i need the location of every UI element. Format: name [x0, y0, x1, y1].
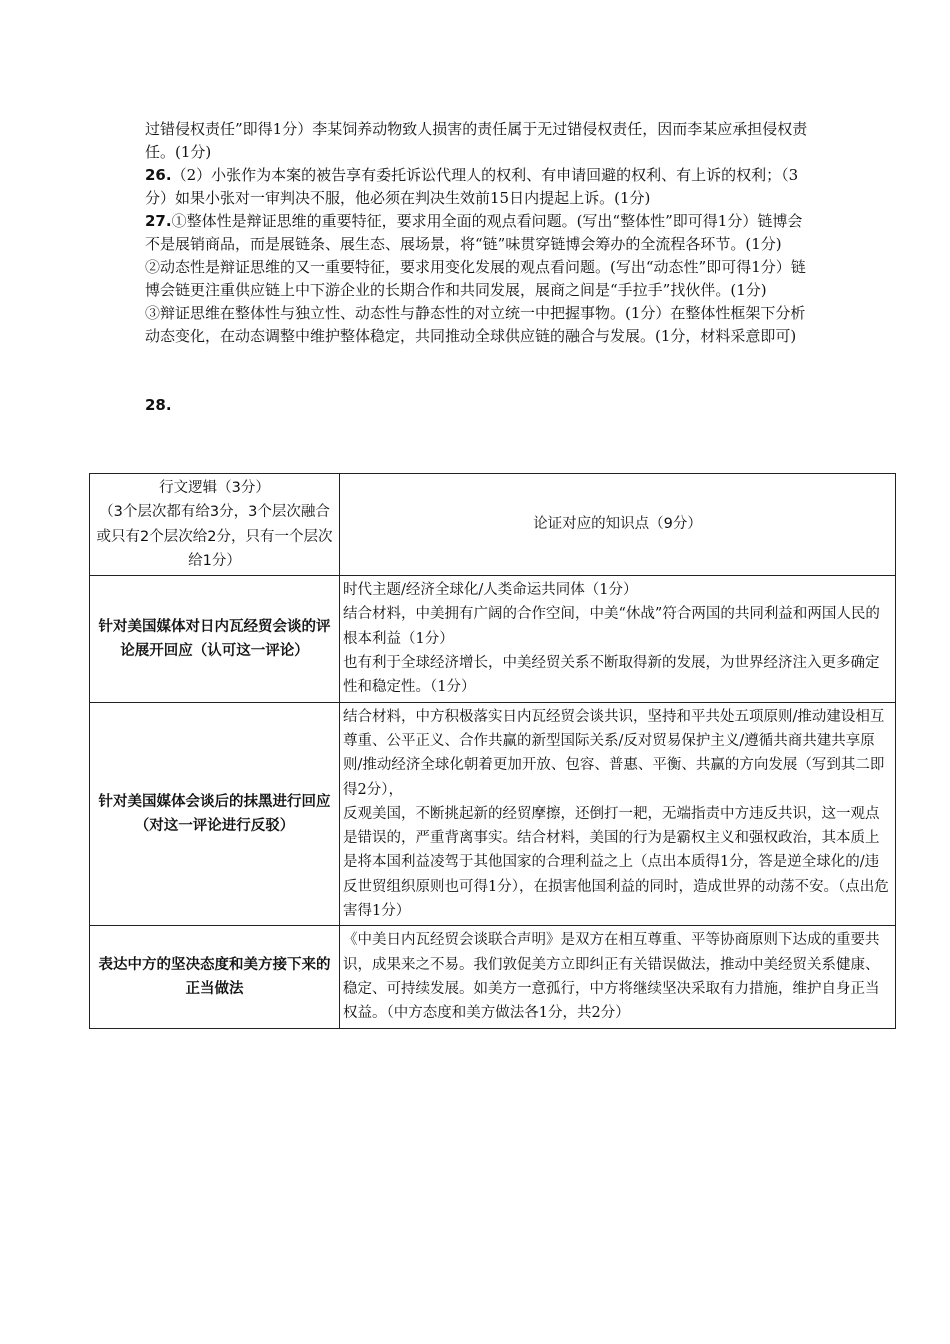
header-note: （3个层次都有给3分，3个层次融合或只有2个层次给2分，只有一个层次给1分）	[96, 504, 333, 569]
row-logic-cell: 针对美国媒体会谈后的抹黑进行回应（对这一评论进行反驳）	[90, 702, 340, 926]
row-logic-cell: 针对美国媒体对日内瓦经贸会谈的评论展开回应（认可这一评论）	[90, 576, 340, 702]
row-knowledge-cell	[340, 702, 896, 926]
header-title: 行文逻辑（3分）	[159, 480, 270, 496]
row-knowledge-cell	[340, 926, 896, 1028]
table-row	[90, 702, 896, 926]
answer-27	[145, 210, 813, 348]
knowledge-point: 反观美国，不断挑起新的经贸摩擦，还倒打一耙，无端指责中方违反共识，这一观点是错误的，严重背离事实。结合材料，美国的行为是霸权主义和强权政治，其本质上是将本国利益凌驾于其他国家的合理利益之上（点出本质得1分，答是逆全球化的/违反世贸组织原则也可得1分），在损害他国利益的同时，造成世界的动荡不安。（点出危害得1分）	[343, 805, 889, 920]
knowledge-point: 《中美日内瓦经贸会谈联合声明》是双方在相互尊重、平等协商原则下达成的重要共识，成果来之不易。我们敦促美方立即纠正有关错误做法，推动中美经贸关系健康、稳定、可持续发展。如美方一意孤行，中方将继续坚决采取有力措施，维护自身正当权益。（中方态度和美方做法各1分，共2分）	[343, 932, 880, 1022]
row-knowledge-cell	[340, 576, 896, 702]
paragraph-text: （2）小张作为本案的被告享有委托诉讼代理人的权利、有申请回避的权利、有上诉的权利；（3分）如果小张对一审判决不服，他必须在判决生效前15日内提起上诉。(1分)	[145, 166, 799, 207]
header-cell-logic	[90, 474, 340, 576]
question-number: 28.	[145, 396, 172, 414]
scoring-table	[89, 473, 896, 1029]
answer-25-continued	[145, 118, 813, 164]
question-number: 26.	[145, 166, 172, 184]
paragraph-text: ③辩证思维在整体性与独立性、动态性与静态性的对立统一中把握事物。(1分）在整体性框架下分析动态变化，在动态调整中维护整体稳定，共同推动全球供应链的融合与发展。(1分，材料采意即可)	[145, 304, 806, 345]
table-row	[90, 576, 896, 702]
knowledge-point: 结合材料，中美拥有广阔的合作空间，中美“休战”符合两国的共同利益和两国人民的根本利益（1分）	[343, 606, 880, 647]
knowledge-point: 也有利于全球经济增长，中美经贸关系不断取得新的发展，为世界经济注入更多确定性和稳定性。（1分）	[343, 655, 880, 696]
knowledge-point: 时代主题/经济全球化/人类命运共同体（1分）	[343, 582, 638, 599]
question-number: 27.	[145, 212, 172, 230]
header-cell-knowledge: 论证对应的知识点（9分）	[340, 474, 896, 576]
paragraph-text: ①整体性是辩证思维的重要特征，要求用全面的观点看问题。(写出“整体性”即可得1分）链博会不是展销商品，而是展链条、展生态、展场景，将“链”味贯穿链博会筹办的全流程各环节。(1分)	[145, 212, 803, 253]
answer-26	[145, 164, 813, 210]
table-header-row	[90, 474, 896, 576]
knowledge-point: 结合材料，中方积极落实日内瓦经贸会谈共识，坚持和平共处五项原则/推动建设相互尊重、公平正义、合作共赢的新型国际关系/反对贸易保护主义/遵循共商共建共享原则/推动经济全球化朝着更加开放、包容、普惠、平衡、共赢的方向发展（写到其二即得2分），	[343, 708, 885, 798]
answer-28	[145, 394, 813, 417]
paragraph-text: 过错侵权责任”即得1分）李某饲养动物致人损害的责任属于无过错侵权责任，因而李某应承担侵权责任。(1分)	[145, 120, 808, 161]
paragraph-text: ②动态性是辩证思维的又一重要特征，要求用变化发展的观点看问题。(写出“动态性”即可得1分）链博会链更注重供应链上中下游企业的长期合作和共同发展，展商之间是“手拉手”找伙伴。(1分)	[145, 258, 806, 299]
row-logic-cell: 表达中方的坚决态度和美方接下来的正当做法	[90, 926, 340, 1028]
table-row	[90, 926, 896, 1028]
